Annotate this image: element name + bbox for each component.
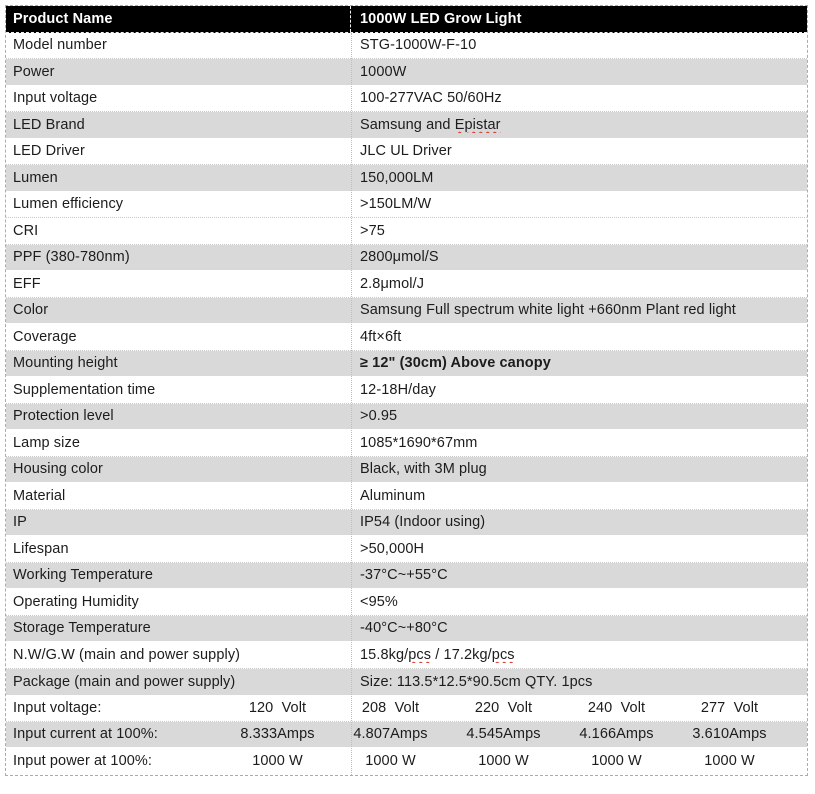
electrical-value: 8.333Amps — [240, 726, 315, 743]
value-text: Samsung and — [360, 116, 455, 133]
spec-label: Lumen — [13, 169, 58, 186]
spec-value: Size: 113.5*12.5*90.5cm QTY. 1pcs — [360, 673, 593, 690]
spec-label: Coverage — [13, 328, 77, 345]
spec-value: 1000W — [360, 63, 407, 80]
header-product-name: Product Name — [6, 6, 351, 32]
spec-value: -40°C~+80°C — [360, 620, 448, 637]
spec-value: >50,000H — [360, 540, 425, 557]
spec-value: >150LM/W — [360, 196, 432, 213]
spec-value: -37°C~+55°C — [360, 567, 448, 584]
electrical-label: Input power at 100%: — [13, 753, 153, 770]
value-text: / 17.2kg/ — [431, 646, 492, 663]
spec-rows-container — [6, 33, 807, 696]
spec-row — [6, 404, 807, 431]
spec-value: >0.95 — [360, 408, 398, 425]
electrical-row — [6, 722, 807, 749]
value-text: 15.8kg/ — [360, 646, 409, 663]
spec-label: N.W/G.W (main and power supply) — [13, 646, 241, 663]
spec-value: 2.8μmol/J — [360, 275, 425, 292]
spec-label: LED Driver — [13, 143, 85, 160]
spec-label: Lamp size — [13, 434, 80, 451]
spec-value: Black, with 3M plug — [360, 461, 487, 478]
electrical-value: 1000 W — [478, 753, 529, 770]
spec-value — [351, 647, 807, 663]
spec-row — [6, 510, 807, 537]
spec-value: 12-18H/day — [360, 381, 436, 398]
spec-label: Input voltage — [13, 90, 98, 107]
electrical-label: Input voltage: — [13, 699, 102, 716]
spec-row — [6, 457, 807, 484]
spec-row — [6, 324, 807, 351]
spec-row — [6, 245, 807, 272]
spec-row — [6, 59, 807, 86]
product-spec-table — [5, 5, 808, 776]
spec-row — [6, 112, 807, 139]
spec-label: Storage Temperature — [13, 620, 151, 637]
spec-label: Color — [13, 302, 49, 319]
spec-value: 100-277VAC 50/60Hz — [360, 90, 502, 107]
spec-row — [6, 430, 807, 457]
spec-label: Supplementation time — [13, 381, 156, 398]
electrical-rows-container — [6, 695, 807, 775]
electrical-value: 120 Volt — [248, 699, 307, 716]
spec-row — [6, 298, 807, 325]
spec-value: 4ft×6ft — [360, 328, 402, 345]
spec-label: Material — [13, 487, 66, 504]
spec-row — [6, 218, 807, 245]
spec-value: 2800μmol/S — [360, 249, 439, 266]
spec-label: CRI — [13, 222, 39, 239]
spec-label: Operating Humidity — [13, 593, 139, 610]
spec-row — [6, 86, 807, 113]
spec-row — [6, 165, 807, 192]
electrical-value: 4.807Amps — [353, 726, 428, 743]
electrical-value: 1000 W — [365, 753, 416, 770]
electrical-value: 240 Volt — [587, 699, 646, 716]
electrical-value: 4.545Amps — [466, 726, 541, 743]
spec-row — [6, 351, 807, 378]
spec-label: PPF (380-780nm) — [13, 249, 130, 266]
spec-label: IP — [13, 514, 27, 531]
misspelled-text: Epistar — [454, 116, 501, 133]
spec-label: Package (main and power supply) — [13, 673, 236, 690]
spec-value: >75 — [360, 222, 385, 239]
spec-row — [6, 669, 807, 696]
electrical-value: 4.166Amps — [579, 726, 654, 743]
spec-row — [6, 377, 807, 404]
electrical-label: Input current at 100%: — [13, 726, 158, 743]
spec-row — [6, 33, 807, 60]
electrical-value: 1000 W — [704, 753, 755, 770]
spec-value: 150,000LM — [360, 169, 434, 186]
electrical-value: 1000 W — [252, 753, 303, 770]
spec-row — [6, 536, 807, 563]
electrical-value: 1000 W — [591, 753, 642, 770]
spec-label: Lifespan — [13, 540, 69, 557]
header-product-title: 1000W LED Grow Light — [360, 10, 522, 27]
spec-label: Mounting height — [13, 355, 118, 372]
spec-row — [6, 563, 807, 590]
spec-label: Power — [13, 63, 55, 80]
spec-value: Samsung Full spectrum white light +660nm Plant red light — [360, 302, 736, 319]
spec-row — [6, 589, 807, 616]
spec-row — [6, 483, 807, 510]
electrical-row — [6, 695, 807, 722]
spec-row — [6, 642, 807, 669]
spec-value: <95% — [360, 593, 398, 610]
misspelled-text: pcs — [408, 646, 432, 663]
table-header-row — [6, 6, 807, 33]
spec-value: STG-1000W-F-10 — [360, 37, 477, 54]
spec-value: 1085*1690*67mm — [360, 434, 478, 451]
spec-value: Aluminum — [360, 487, 426, 504]
spec-row — [6, 139, 807, 166]
spec-row — [6, 192, 807, 219]
spec-label: Lumen efficiency — [13, 196, 124, 213]
spec-value: ≥ 12" (30cm) Above canopy — [360, 355, 551, 372]
spec-label: Model number — [13, 37, 107, 54]
spec-value: JLC UL Driver — [360, 143, 452, 160]
spec-value — [351, 117, 807, 133]
electrical-value: 208 Volt — [361, 699, 420, 716]
electrical-value: 220 Volt — [474, 699, 533, 716]
spec-label: Housing color — [13, 461, 103, 478]
spec-row — [6, 271, 807, 298]
spec-label: Protection level — [13, 408, 114, 425]
spec-label: Working Temperature — [13, 567, 153, 584]
misspelled-text: pcs — [491, 646, 515, 663]
electrical-value: 277 Volt — [700, 699, 759, 716]
spec-value: IP54 (Indoor using) — [360, 514, 486, 531]
spec-label: EFF — [13, 275, 41, 292]
electrical-row — [6, 748, 807, 775]
electrical-value: 3.610Amps — [692, 726, 767, 743]
spec-row — [6, 616, 807, 643]
spec-label: LED Brand — [13, 116, 85, 133]
